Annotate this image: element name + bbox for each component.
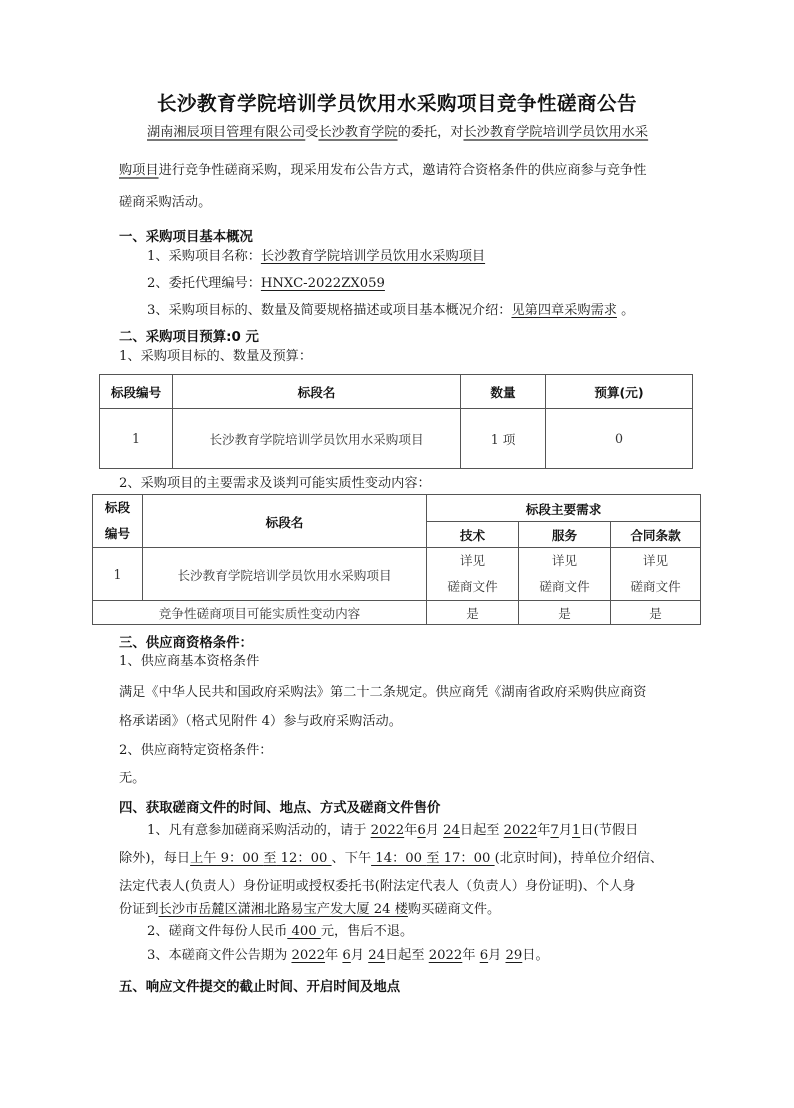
cell-text: 详见 <box>459 553 486 568</box>
table-header-row <box>93 495 701 522</box>
time-value: 12：00 <box>276 851 332 866</box>
cell-text: 磋商文件 <box>447 579 498 594</box>
table-cell: 竞争性磋商项目可能实质性变动内容 <box>93 601 427 625</box>
project-name: 长沙教育学院培训学员饮用水采 <box>463 125 649 140</box>
date-year: 2022 <box>428 948 463 963</box>
cell-text: 详见 <box>642 553 669 568</box>
intro-line-1 <box>147 119 648 147</box>
header-text: 标段 <box>104 500 131 515</box>
text: 月 <box>488 948 502 963</box>
intro-line-2 <box>119 157 647 185</box>
budget-table <box>99 374 693 469</box>
item-label: 3、采购项目标的、数量及简要规格描述或项目基本概况介绍： <box>147 303 512 318</box>
client-name: 长沙教育学院 <box>318 125 398 140</box>
cell-text: 磋商文件 <box>539 579 590 594</box>
address: 长沙市岳麓区潇湘北路易宝产发大厦 24 楼 <box>158 902 408 917</box>
col-header-name: 标段名 <box>143 495 427 548</box>
date-day: 1 <box>572 823 581 838</box>
item-value: 长沙教育学院培训学员饮用水采购项目 <box>260 249 486 264</box>
item-end: 。 <box>616 303 635 318</box>
text: 购买磋商文件。 <box>407 902 501 917</box>
text: 、下午 <box>331 851 372 866</box>
col-header: 合同条款 <box>611 522 701 548</box>
item-3 <box>147 297 634 325</box>
cell-text: 磋商文件 <box>630 579 681 594</box>
text: 月 <box>558 823 572 838</box>
time-value: 14：00 <box>371 851 427 866</box>
section-3-none: 无。 <box>119 771 146 786</box>
text: 日(节假日 <box>580 823 639 838</box>
text: 月 <box>350 948 364 963</box>
cell-text: 详见 <box>551 553 578 568</box>
col-header: 技术 <box>427 522 519 548</box>
date-month: 7 <box>550 823 559 838</box>
item-value: HNXC-2022ZX059 <box>260 276 385 291</box>
section-2-sub-2: 2、采购项目的主要需求及谈判可能实质性变动内容： <box>119 476 431 491</box>
table-cell: 是 <box>519 601 611 625</box>
section-5-heading: 五、响应文件提交的截止时间、开启时间及地点 <box>119 980 401 995</box>
page-title: 长沙教育学院培训学员饮用水采购项目竞争性磋商公告 <box>156 92 637 115</box>
agent-name: 湖南湘辰项目管理有限公司 <box>147 125 306 140</box>
col-header: 预算(元) <box>546 375 693 409</box>
table-cell: 1 <box>100 409 173 469</box>
date-month: 6 <box>342 948 351 963</box>
section-3-para-1: 满足《中华人民共和国政府采购法》第二十二条规定。供应商凭《湖南省政府采购供应商资 <box>119 685 647 700</box>
section-4-line-6 <box>147 942 549 970</box>
table-cell: 1 <box>93 548 143 601</box>
section-3-para-2: 格承诺函》（格式见附件 4）参与政府采购活动。 <box>119 714 402 729</box>
section-4-heading: 四、获取磋商文件的时间、地点、方式及磋商文件售价 <box>119 801 441 816</box>
requirements-table <box>92 494 701 625</box>
text: 上午 <box>190 851 217 866</box>
table-cell: 长沙教育学院培训学员饮用水采购项目 <box>173 409 461 469</box>
intro-text: 进行竞争性磋商采购，现采用发布公告方式，邀请符合资格条件的供应商参与竞争性 <box>158 163 647 178</box>
section-4-line-1 <box>147 817 638 845</box>
table-cell <box>519 548 611 601</box>
table-cell <box>427 548 519 601</box>
item-label: 1、采购项目名称： <box>147 249 261 264</box>
text: (北京时间)，持单位介绍信、 <box>494 851 664 866</box>
table-cell <box>611 548 701 601</box>
intro-line-3: 磋商采购活动。 <box>119 195 212 210</box>
text: 除外)，每日 <box>119 851 191 866</box>
intro-text: 的委托，对 <box>397 125 464 140</box>
project-name-cont: 购项目 <box>119 163 159 178</box>
date-year: 2022 <box>370 823 405 838</box>
text: 年 <box>537 823 551 838</box>
time-value: 17：00 <box>439 851 495 866</box>
text: 日。 <box>522 948 549 963</box>
text: 日起至 <box>384 948 425 963</box>
text: 份证到 <box>119 902 159 917</box>
text: 元，售后不退。 <box>320 924 414 939</box>
section-3-heading: 三、供应商资格条件： <box>119 636 253 651</box>
header-text: 编号 <box>104 526 131 541</box>
section-2-heading: 二、采购项目预算:0 元 <box>119 330 259 345</box>
text: 至 <box>263 851 277 866</box>
item-2 <box>147 270 385 298</box>
col-header-number <box>93 495 143 548</box>
item-value: 见第四章采购需求 <box>511 303 617 318</box>
text: 年 <box>325 948 339 963</box>
text: 日起至 <box>459 823 500 838</box>
date-day: 24 <box>368 948 385 963</box>
section-4-line-3: 法定代表人(负责人）身份证明或授权委托书(附法定代表人（负责人）身份证明)、个人身 <box>119 879 636 894</box>
table-cell: 是 <box>611 601 701 625</box>
intro-text: 受 <box>305 125 319 140</box>
table-row <box>93 601 701 625</box>
text: 年 <box>462 948 476 963</box>
text: 1、凡有意参加磋商采购活动的，请于 <box>147 823 367 838</box>
table-row <box>93 548 701 601</box>
section-1-heading: 一、采购项目基本概况 <box>119 230 253 245</box>
col-header: 标段编号 <box>100 375 173 409</box>
section-3-sub-2: 2、供应商特定资格条件： <box>119 743 273 758</box>
date-month: 6 <box>417 823 426 838</box>
col-header: 标段名 <box>173 375 461 409</box>
col-header-group: 标段主要需求 <box>427 495 701 522</box>
table-cell: 长沙教育学院培训学员饮用水采购项目 <box>143 548 427 601</box>
time-value: 9：00 <box>216 851 264 866</box>
section-4-line-2 <box>119 845 663 873</box>
text: 至 <box>426 851 440 866</box>
col-header: 数量 <box>461 375 546 409</box>
table-row <box>100 409 693 469</box>
item-1 <box>147 243 485 271</box>
text: 年 <box>404 823 418 838</box>
table-cell: 是 <box>427 601 519 625</box>
section-3-sub-1: 1、供应商基本资格条件 <box>119 654 260 669</box>
table-cell: 0 <box>546 409 693 469</box>
date-day: 29 <box>505 948 523 963</box>
price: 400 <box>287 924 321 939</box>
date-month: 6 <box>479 948 489 963</box>
table-cell: 1 项 <box>461 409 546 469</box>
table-header-row <box>100 375 693 409</box>
text: 3、本磋商文件公告期为 <box>147 948 288 963</box>
col-header: 服务 <box>519 522 611 548</box>
section-2-sub-1: 1、采购项目标的、数量及预算： <box>119 349 313 364</box>
date-year: 2022 <box>291 948 326 963</box>
text: 2、磋商文件每份人民币 <box>147 924 288 939</box>
date-year: 2022 <box>503 823 538 838</box>
date-day: 24 <box>443 823 460 838</box>
text: 月 <box>425 823 439 838</box>
item-label: 2、委托代理编号： <box>147 276 261 291</box>
